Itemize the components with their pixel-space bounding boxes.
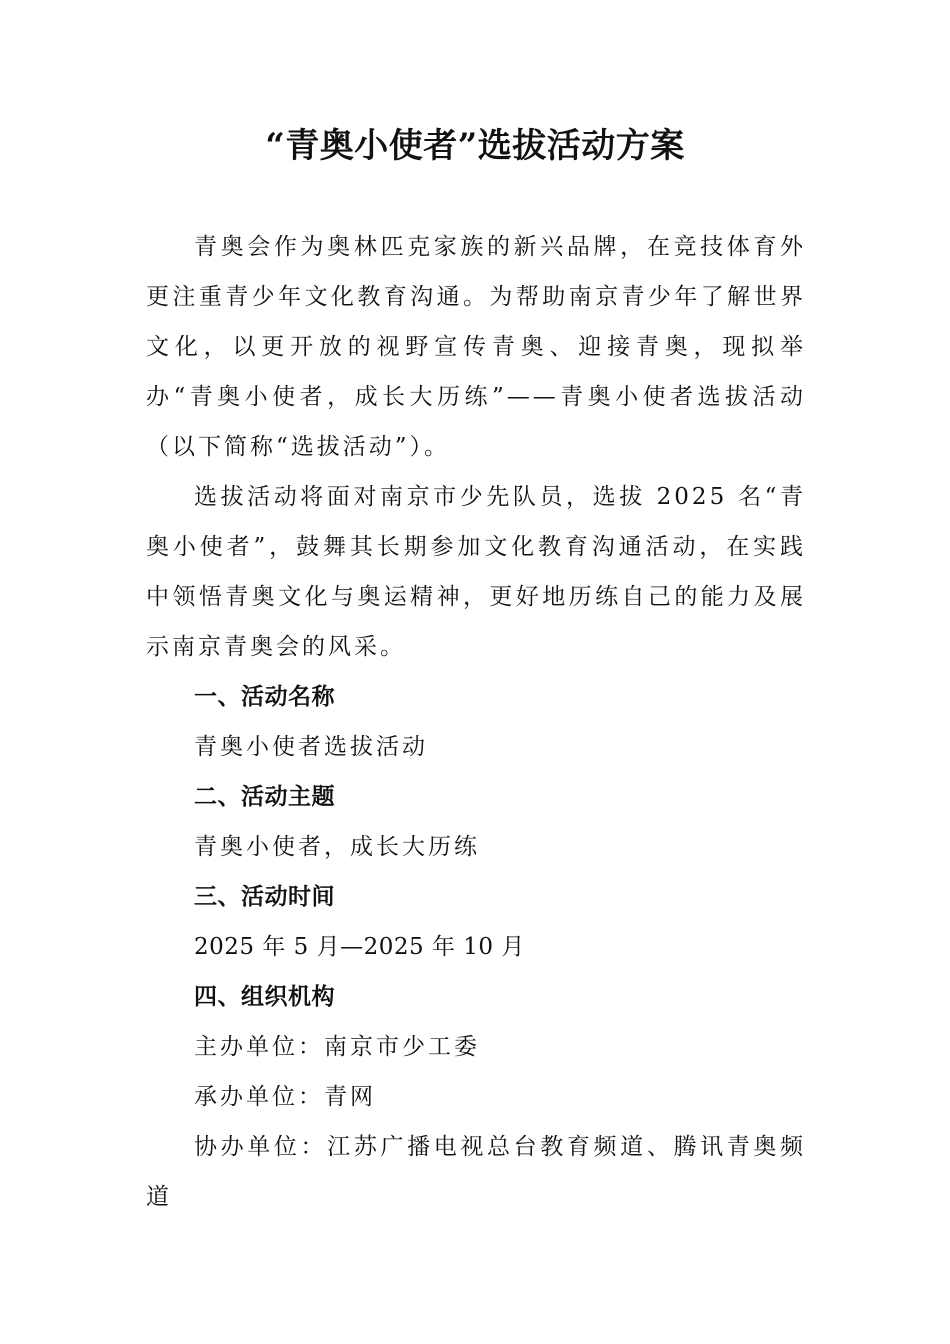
section-heading-organization: 四、组织机构 [194, 984, 335, 1010]
document-body [146, 222, 806, 1222]
section-line-name: 青奥小使者选拔活动 [194, 734, 428, 760]
undertaker-line: 承办单位：青网 [194, 1084, 376, 1110]
organizer-line: 主办单位：南京市少工委 [194, 1034, 480, 1060]
intro-paragraph-2: 选拔活动将面对南京市少先队员，选拔 2025 名“青奥小使者”，鼓舞其长期参加文化教育沟通活动，在实践中领悟青奥文化与奥运精神，更好地历练自己的能力及展示南京青奥会的风采。 [146, 484, 806, 660]
intro-paragraph-1: 青奥会作为奥林匹克家族的新兴品牌，在竞技体育外更注重青少年文化教育沟通。为帮助南京青少年了解世界文化，以更开放的视野宣传青奥、迎接青奥，现拟举办“青奥小使者，成长大历练”——青奥小使者选拔活动（以下简称“选拔活动”）。 [146, 234, 806, 460]
co-organizer-line: 协办单位：江苏广播电视总台教育频道、腾讯青奥频道 [146, 1134, 806, 1210]
section-heading-name: 一、活动名称 [194, 684, 335, 710]
section-line-theme: 青奥小使者，成长大历练 [194, 834, 480, 860]
section-line-time: 2025 年 5 月—2025 年 10 月 [194, 934, 525, 960]
document-title: “青奥小使者”选拔活动方案 [265, 126, 685, 166]
section-heading-time: 三、活动时间 [194, 884, 335, 910]
section-heading-theme: 二、活动主题 [194, 784, 335, 810]
